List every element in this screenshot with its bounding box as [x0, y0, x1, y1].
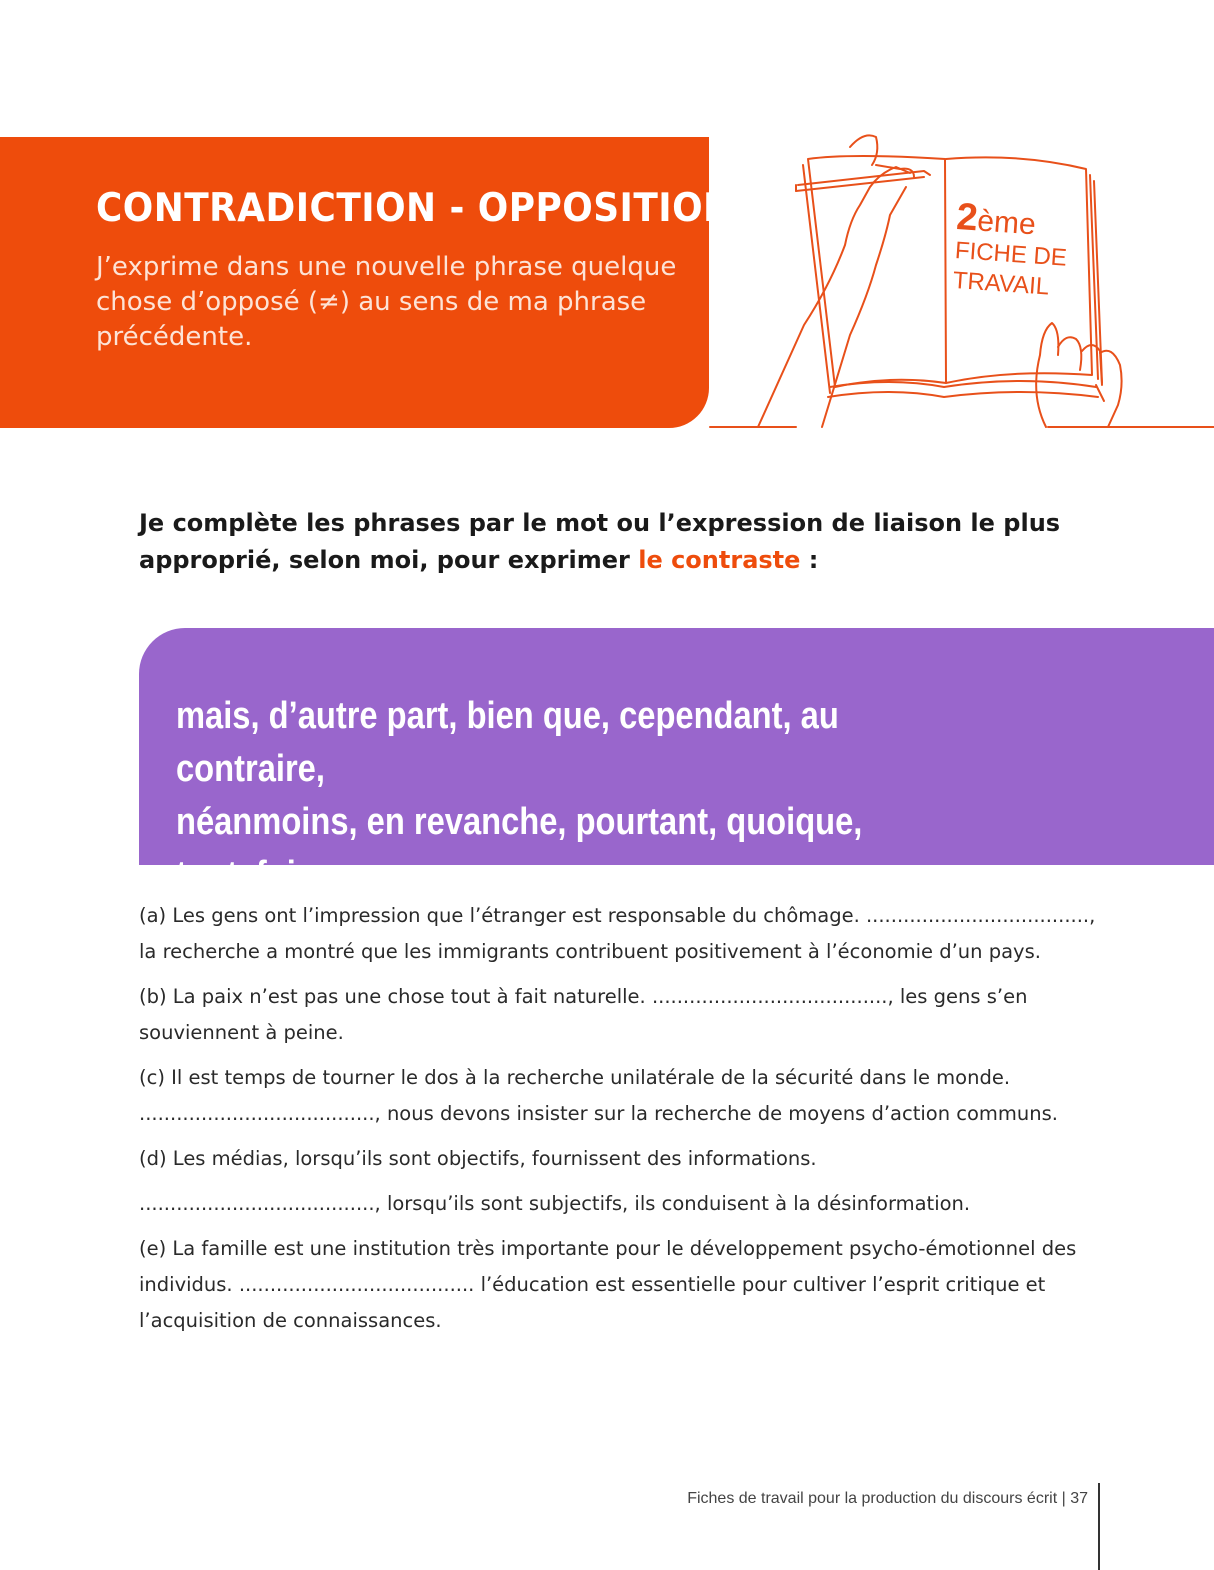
- sheet-number: 2ème: [955, 196, 1037, 242]
- connector-line: mais, d’autre part, bien que, cependant, au contraire,: [176, 695, 839, 790]
- page-footer: Fiches de travail pour la production du discours écrit | 37: [687, 1490, 1088, 1507]
- page-description: J’exprime dans une nouvelle phrase quelque chose d’opposé (≠) au sens de ma phrase précédente.: [96, 252, 677, 352]
- sheet-label: FICHE DE TRAVAIL: [951, 236, 1068, 301]
- connector-line: néanmoins, en revanche, pourtant, quoique, toutefois: [176, 801, 863, 896]
- exercise-item: (a) Les gens ont l’impression que l’étranger est responsable du chômage. ...................................., la recherche a montré que les immigrants contribuent positivement à l’économie d’un pays.: [139, 904, 1096, 963]
- page-title: CONTRADICTION - OPPOSITION: [96, 186, 734, 231]
- footer-divider: [1098, 1483, 1100, 1570]
- exercise-item: (c) Il est temps de tourner le dos à la recherche unilatérale de la sécurité dans le monde. ......................................, nous devons insister sur la recherche de moyens d’action communs.: [139, 1066, 1058, 1125]
- exercise-item: (b) La paix n’est pas une chose tout à fait naturelle. ......................................, les gens s’en souviennent à peine.: [139, 985, 1028, 1044]
- exercise-item: ......................................, lorsqu’ils sont subjectifs, ils conduisent à la désinformation.: [139, 1192, 971, 1215]
- instruction-text: Je complète les phrases par le mot ou l’expression de liaison le plus approprié, selon moi, pour exprimer le contraste :: [139, 509, 1061, 574]
- exercise-list: [139, 898, 1109, 1348]
- instruction-highlight: le contraste: [638, 546, 801, 574]
- exercise-item: (e) La famille est une institution très importante pour le développement psycho-émotionnel des individus. ...................................... l’éducation est essentielle pour cultiver l’esprit critique et l’acquisition de connaissances.: [139, 1237, 1077, 1332]
- connector-word-list: [176, 690, 950, 902]
- exercise-item: (d) Les médias, lorsqu’ils sont objectifs, fournissent des informations.: [139, 1147, 817, 1170]
